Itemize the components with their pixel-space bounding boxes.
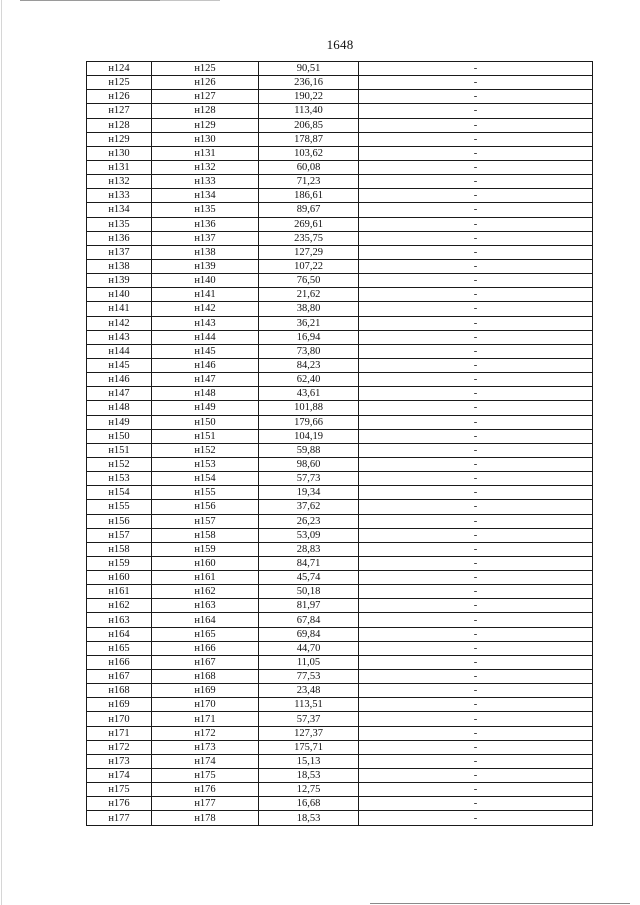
- to-point-cell: н165: [152, 627, 259, 641]
- to-point-cell: н151: [152, 429, 259, 443]
- table-row: [87, 401, 593, 415]
- distance-cell: 11,05: [259, 655, 359, 669]
- table-row: [87, 132, 593, 146]
- table-row: [87, 175, 593, 189]
- to-point-cell: н142: [152, 302, 259, 316]
- to-point-cell: н146: [152, 358, 259, 372]
- note-cell: -: [359, 217, 593, 231]
- from-point-cell: н157: [87, 528, 152, 542]
- from-point-cell: н131: [87, 160, 152, 174]
- to-point-cell: н158: [152, 528, 259, 542]
- table-row: [87, 811, 593, 825]
- from-point-cell: н145: [87, 358, 152, 372]
- to-point-cell: н156: [152, 500, 259, 514]
- distance-cell: 127,37: [259, 726, 359, 740]
- to-point-cell: н159: [152, 542, 259, 556]
- table-row: [87, 231, 593, 245]
- note-cell: -: [359, 514, 593, 528]
- to-point-cell: н153: [152, 457, 259, 471]
- distance-cell: 19,34: [259, 486, 359, 500]
- table-row: [87, 415, 593, 429]
- note-cell: -: [359, 344, 593, 358]
- to-point-cell: н129: [152, 118, 259, 132]
- from-point-cell: н143: [87, 330, 152, 344]
- distance-cell: 190,22: [259, 90, 359, 104]
- table-body: [87, 62, 593, 826]
- from-point-cell: н133: [87, 189, 152, 203]
- to-point-cell: н139: [152, 259, 259, 273]
- table-row: [87, 160, 593, 174]
- distance-cell: 89,67: [259, 203, 359, 217]
- from-point-cell: н137: [87, 245, 152, 259]
- to-point-cell: н143: [152, 316, 259, 330]
- to-point-cell: н173: [152, 740, 259, 754]
- distance-cell: 206,85: [259, 118, 359, 132]
- page-number: 1648: [326, 37, 354, 52]
- note-cell: -: [359, 387, 593, 401]
- to-point-cell: н152: [152, 443, 259, 457]
- from-point-cell: н129: [87, 132, 152, 146]
- distance-cell: 18,53: [259, 811, 359, 825]
- note-cell: -: [359, 189, 593, 203]
- note-cell: -: [359, 726, 593, 740]
- from-point-cell: н176: [87, 797, 152, 811]
- note-cell: -: [359, 415, 593, 429]
- table-row: [87, 457, 593, 471]
- note-cell: -: [359, 684, 593, 698]
- scan-edge-line: [20, 0, 165, 1]
- from-point-cell: н130: [87, 146, 152, 160]
- from-point-cell: н166: [87, 655, 152, 669]
- table-row: [87, 274, 593, 288]
- from-point-cell: н142: [87, 316, 152, 330]
- distance-cell: 15,13: [259, 754, 359, 768]
- table-row: [87, 302, 593, 316]
- distance-cell: 236,16: [259, 76, 359, 90]
- to-point-cell: н174: [152, 754, 259, 768]
- table-row: [87, 556, 593, 570]
- from-point-cell: н138: [87, 259, 152, 273]
- to-point-cell: н147: [152, 373, 259, 387]
- table-row: [87, 599, 593, 613]
- table-row: [87, 288, 593, 302]
- note-cell: -: [359, 556, 593, 570]
- coordinates-table: [86, 61, 593, 826]
- distance-cell: 59,88: [259, 443, 359, 457]
- note-cell: -: [359, 90, 593, 104]
- to-point-cell: н137: [152, 231, 259, 245]
- from-point-cell: н139: [87, 274, 152, 288]
- note-cell: -: [359, 76, 593, 90]
- from-point-cell: н147: [87, 387, 152, 401]
- to-point-cell: н150: [152, 415, 259, 429]
- from-point-cell: н162: [87, 599, 152, 613]
- from-point-cell: н128: [87, 118, 152, 132]
- note-cell: -: [359, 245, 593, 259]
- to-point-cell: н134: [152, 189, 259, 203]
- to-point-cell: н126: [152, 76, 259, 90]
- from-point-cell: н150: [87, 429, 152, 443]
- from-point-cell: н140: [87, 288, 152, 302]
- from-point-cell: н136: [87, 231, 152, 245]
- to-point-cell: н125: [152, 62, 259, 76]
- table-row: [87, 387, 593, 401]
- distance-cell: 81,97: [259, 599, 359, 613]
- note-cell: -: [359, 585, 593, 599]
- note-cell: -: [359, 160, 593, 174]
- from-point-cell: н148: [87, 401, 152, 415]
- from-point-cell: н141: [87, 302, 152, 316]
- to-point-cell: н170: [152, 698, 259, 712]
- note-cell: -: [359, 132, 593, 146]
- note-cell: -: [359, 641, 593, 655]
- distance-cell: 269,61: [259, 217, 359, 231]
- table-row: [87, 500, 593, 514]
- table-row: [87, 62, 593, 76]
- scan-edge-line: [370, 903, 630, 904]
- table-row: [87, 146, 593, 160]
- distance-cell: 71,23: [259, 175, 359, 189]
- to-point-cell: н161: [152, 571, 259, 585]
- to-point-cell: н132: [152, 160, 259, 174]
- distance-cell: 12,75: [259, 783, 359, 797]
- distance-cell: 69,84: [259, 627, 359, 641]
- to-point-cell: н138: [152, 245, 259, 259]
- from-point-cell: н149: [87, 415, 152, 429]
- table-row: [87, 189, 593, 203]
- distance-cell: 50,18: [259, 585, 359, 599]
- distance-cell: 16,94: [259, 330, 359, 344]
- from-point-cell: н124: [87, 62, 152, 76]
- scan-edge-line: [160, 0, 220, 1]
- table-row: [87, 316, 593, 330]
- table-row: [87, 726, 593, 740]
- to-point-cell: н148: [152, 387, 259, 401]
- note-cell: -: [359, 358, 593, 372]
- from-point-cell: н164: [87, 627, 152, 641]
- distance-cell: 175,71: [259, 740, 359, 754]
- from-point-cell: н132: [87, 175, 152, 189]
- to-point-cell: н154: [152, 472, 259, 486]
- table-row: [87, 90, 593, 104]
- note-cell: -: [359, 443, 593, 457]
- to-point-cell: н171: [152, 712, 259, 726]
- from-point-cell: н169: [87, 698, 152, 712]
- note-cell: -: [359, 769, 593, 783]
- table-row: [87, 245, 593, 259]
- from-point-cell: н167: [87, 670, 152, 684]
- distance-cell: 53,09: [259, 528, 359, 542]
- note-cell: -: [359, 104, 593, 118]
- to-point-cell: н172: [152, 726, 259, 740]
- note-cell: -: [359, 797, 593, 811]
- note-cell: -: [359, 783, 593, 797]
- distance-cell: 62,40: [259, 373, 359, 387]
- distance-cell: 76,50: [259, 274, 359, 288]
- to-point-cell: н178: [152, 811, 259, 825]
- table-row: [87, 542, 593, 556]
- to-point-cell: н145: [152, 344, 259, 358]
- distance-cell: 103,62: [259, 146, 359, 160]
- table-row: [87, 740, 593, 754]
- distance-cell: 26,23: [259, 514, 359, 528]
- to-point-cell: н133: [152, 175, 259, 189]
- to-point-cell: н141: [152, 288, 259, 302]
- to-point-cell: н149: [152, 401, 259, 415]
- note-cell: -: [359, 146, 593, 160]
- from-point-cell: н165: [87, 641, 152, 655]
- note-cell: -: [359, 259, 593, 273]
- from-point-cell: н177: [87, 811, 152, 825]
- from-point-cell: н170: [87, 712, 152, 726]
- distance-cell: 101,88: [259, 401, 359, 415]
- note-cell: -: [359, 274, 593, 288]
- distance-cell: 84,71: [259, 556, 359, 570]
- distance-cell: 37,62: [259, 500, 359, 514]
- from-point-cell: н174: [87, 769, 152, 783]
- distance-cell: 235,75: [259, 231, 359, 245]
- note-cell: -: [359, 288, 593, 302]
- from-point-cell: н159: [87, 556, 152, 570]
- from-point-cell: н173: [87, 754, 152, 768]
- to-point-cell: н163: [152, 599, 259, 613]
- table-row: [87, 76, 593, 90]
- to-point-cell: н176: [152, 783, 259, 797]
- to-point-cell: н130: [152, 132, 259, 146]
- note-cell: -: [359, 599, 593, 613]
- table-row: [87, 769, 593, 783]
- from-point-cell: н146: [87, 373, 152, 387]
- from-point-cell: н151: [87, 443, 152, 457]
- note-cell: -: [359, 740, 593, 754]
- from-point-cell: н175: [87, 783, 152, 797]
- to-point-cell: н160: [152, 556, 259, 570]
- note-cell: -: [359, 500, 593, 514]
- to-point-cell: н169: [152, 684, 259, 698]
- table-row: [87, 104, 593, 118]
- note-cell: -: [359, 655, 593, 669]
- distance-cell: 179,66: [259, 415, 359, 429]
- distance-cell: 45,74: [259, 571, 359, 585]
- note-cell: -: [359, 316, 593, 330]
- note-cell: -: [359, 670, 593, 684]
- from-point-cell: н158: [87, 542, 152, 556]
- distance-cell: 84,23: [259, 358, 359, 372]
- from-point-cell: н163: [87, 613, 152, 627]
- distance-cell: 36,21: [259, 316, 359, 330]
- note-cell: -: [359, 698, 593, 712]
- distance-cell: 38,80: [259, 302, 359, 316]
- from-point-cell: н154: [87, 486, 152, 500]
- note-cell: -: [359, 401, 593, 415]
- from-point-cell: н153: [87, 472, 152, 486]
- note-cell: -: [359, 472, 593, 486]
- distance-cell: 44,70: [259, 641, 359, 655]
- table-row: [87, 486, 593, 500]
- scan-edge-line: [1, 0, 2, 905]
- note-cell: -: [359, 429, 593, 443]
- distance-cell: 57,37: [259, 712, 359, 726]
- from-point-cell: н144: [87, 344, 152, 358]
- table-row: [87, 754, 593, 768]
- to-point-cell: н164: [152, 613, 259, 627]
- distance-cell: 60,08: [259, 160, 359, 174]
- distance-cell: 73,80: [259, 344, 359, 358]
- note-cell: -: [359, 613, 593, 627]
- table-row: [87, 585, 593, 599]
- note-cell: -: [359, 457, 593, 471]
- from-point-cell: н156: [87, 514, 152, 528]
- to-point-cell: н136: [152, 217, 259, 231]
- table-row: [87, 217, 593, 231]
- to-point-cell: н127: [152, 90, 259, 104]
- distance-cell: 43,61: [259, 387, 359, 401]
- table-row: [87, 528, 593, 542]
- table-row: [87, 118, 593, 132]
- distance-cell: 178,87: [259, 132, 359, 146]
- distance-cell: 186,61: [259, 189, 359, 203]
- from-point-cell: н168: [87, 684, 152, 698]
- distance-cell: 16,68: [259, 797, 359, 811]
- table-row: [87, 429, 593, 443]
- note-cell: -: [359, 542, 593, 556]
- distance-cell: 107,22: [259, 259, 359, 273]
- note-cell: -: [359, 302, 593, 316]
- to-point-cell: н157: [152, 514, 259, 528]
- distance-cell: 90,51: [259, 62, 359, 76]
- note-cell: -: [359, 203, 593, 217]
- note-cell: -: [359, 486, 593, 500]
- table-row: [87, 259, 593, 273]
- distance-cell: 28,83: [259, 542, 359, 556]
- note-cell: -: [359, 754, 593, 768]
- from-point-cell: н152: [87, 457, 152, 471]
- distance-cell: 67,84: [259, 613, 359, 627]
- table-row: [87, 670, 593, 684]
- note-cell: -: [359, 175, 593, 189]
- from-point-cell: н127: [87, 104, 152, 118]
- table-row: [87, 627, 593, 641]
- note-cell: -: [359, 571, 593, 585]
- from-point-cell: н135: [87, 217, 152, 231]
- to-point-cell: н140: [152, 274, 259, 288]
- note-cell: -: [359, 627, 593, 641]
- note-cell: -: [359, 62, 593, 76]
- note-cell: -: [359, 231, 593, 245]
- to-point-cell: н155: [152, 486, 259, 500]
- distance-cell: 113,40: [259, 104, 359, 118]
- from-point-cell: н160: [87, 571, 152, 585]
- distance-cell: 77,53: [259, 670, 359, 684]
- note-cell: -: [359, 811, 593, 825]
- table-row: [87, 698, 593, 712]
- table-row: [87, 797, 593, 811]
- from-point-cell: н171: [87, 726, 152, 740]
- distance-cell: 57,73: [259, 472, 359, 486]
- note-cell: -: [359, 373, 593, 387]
- table-row: [87, 514, 593, 528]
- distance-cell: 98,60: [259, 457, 359, 471]
- table-row: [87, 203, 593, 217]
- table-row: [87, 472, 593, 486]
- from-point-cell: н126: [87, 90, 152, 104]
- from-point-cell: н161: [87, 585, 152, 599]
- to-point-cell: н168: [152, 670, 259, 684]
- distance-cell: 113,51: [259, 698, 359, 712]
- from-point-cell: н155: [87, 500, 152, 514]
- note-cell: -: [359, 712, 593, 726]
- to-point-cell: н135: [152, 203, 259, 217]
- note-cell: -: [359, 528, 593, 542]
- note-cell: -: [359, 118, 593, 132]
- from-point-cell: н134: [87, 203, 152, 217]
- table-row: [87, 571, 593, 585]
- note-cell: -: [359, 330, 593, 344]
- to-point-cell: н167: [152, 655, 259, 669]
- to-point-cell: н177: [152, 797, 259, 811]
- table-row: [87, 783, 593, 797]
- distance-cell: 23,48: [259, 684, 359, 698]
- table-row: [87, 655, 593, 669]
- table-row: [87, 330, 593, 344]
- table-row: [87, 373, 593, 387]
- from-point-cell: н172: [87, 740, 152, 754]
- table-row: [87, 712, 593, 726]
- to-point-cell: н175: [152, 769, 259, 783]
- distance-cell: 21,62: [259, 288, 359, 302]
- to-point-cell: н128: [152, 104, 259, 118]
- to-point-cell: н131: [152, 146, 259, 160]
- table-row: [87, 358, 593, 372]
- distance-cell: 18,53: [259, 769, 359, 783]
- distance-cell: 127,29: [259, 245, 359, 259]
- from-point-cell: н125: [87, 76, 152, 90]
- to-point-cell: н162: [152, 585, 259, 599]
- distance-cell: 104,19: [259, 429, 359, 443]
- table-row: [87, 613, 593, 627]
- table-row: [87, 443, 593, 457]
- table-row: [87, 684, 593, 698]
- table-row: [87, 641, 593, 655]
- to-point-cell: н144: [152, 330, 259, 344]
- to-point-cell: н166: [152, 641, 259, 655]
- table-row: [87, 344, 593, 358]
